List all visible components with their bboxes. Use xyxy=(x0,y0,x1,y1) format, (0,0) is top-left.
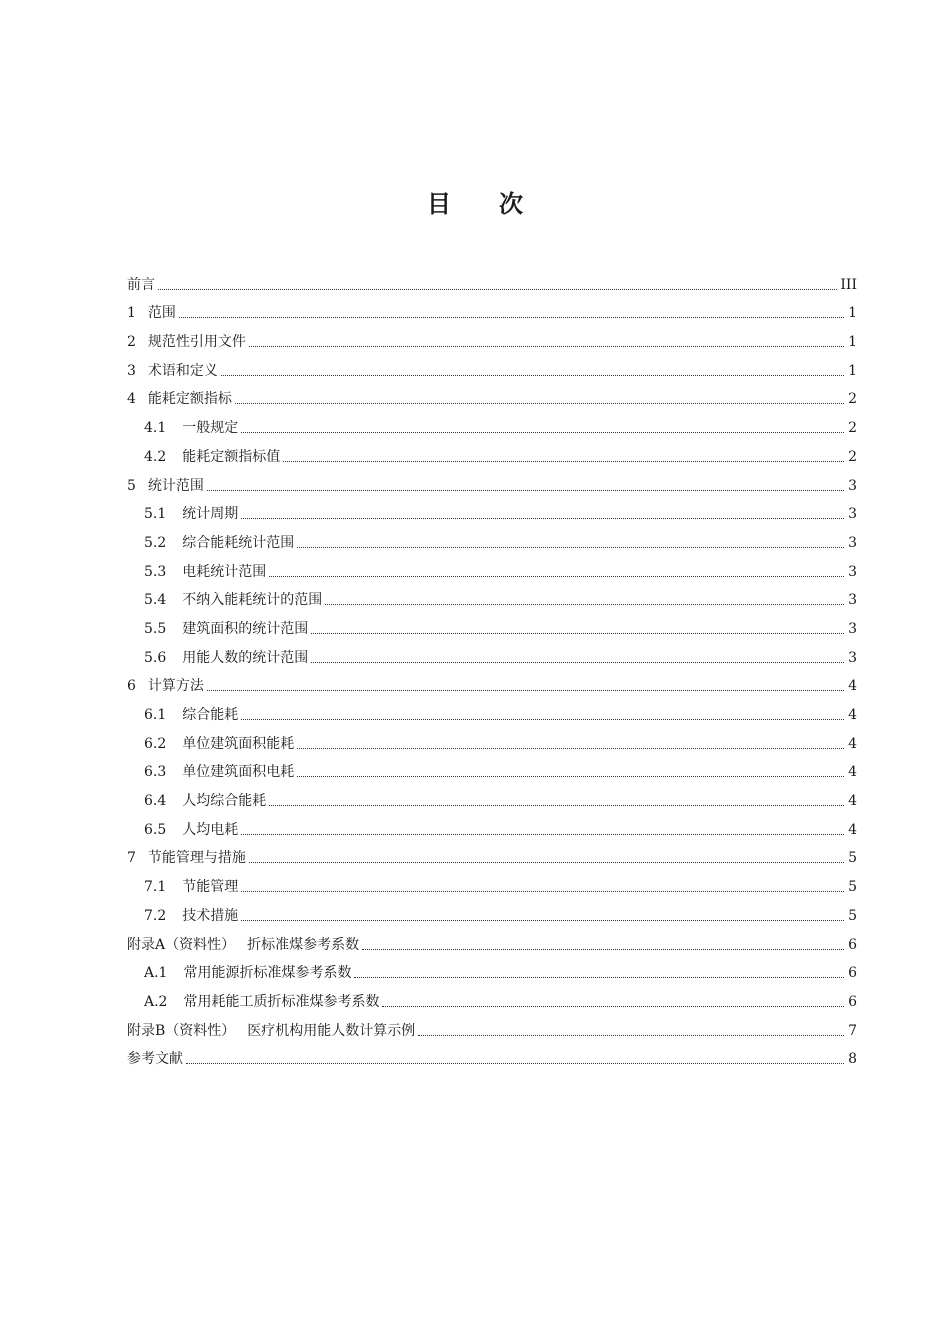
table-of-contents xyxy=(127,266,857,1069)
toc-dot-leader xyxy=(283,461,844,462)
toc-entry[interactable] xyxy=(127,1012,857,1041)
toc-entry[interactable] xyxy=(127,754,857,783)
toc-entry-page-number: 4 xyxy=(848,707,857,723)
toc-entry-number: 4.1 xyxy=(144,420,167,437)
toc-entry-page-number: 2 xyxy=(848,420,857,437)
toc-entry-label: 常用耗能工质折标准煤参考系数 xyxy=(183,993,380,1010)
toc-dot-leader xyxy=(241,518,844,519)
toc-dot-leader xyxy=(418,1035,844,1036)
toc-entry-page-number: 3 xyxy=(848,563,857,580)
toc-dot-leader xyxy=(241,891,844,892)
toc-entry-page-number: 1 xyxy=(848,305,857,322)
toc-entry-label: 规范性引用文件 xyxy=(147,334,246,351)
toc-entry-label: 医疗机构用能人数计算示例 xyxy=(247,1022,416,1039)
toc-entry-page-number: 5 xyxy=(848,907,857,924)
toc-entry-page-number: 2 xyxy=(848,391,857,408)
toc-entry-page-number: 6 xyxy=(848,936,857,953)
toc-entry-number: 5.5 xyxy=(144,620,167,637)
toc-dot-leader xyxy=(354,977,844,978)
toc-entry-label: 人均综合能耗 xyxy=(182,793,267,810)
toc-entry-page-number: 2 xyxy=(848,448,857,465)
toc-entry[interactable] xyxy=(127,266,857,295)
toc-dot-leader xyxy=(235,403,844,404)
toc-entry-label: 前言 xyxy=(127,276,155,293)
toc-entry-page-number: III xyxy=(840,276,857,293)
toc-entry[interactable] xyxy=(127,610,857,639)
toc-entry-label: 建筑面积的统计范围 xyxy=(182,620,309,637)
toc-entry-number: A.1 xyxy=(144,965,168,982)
toc-entry-number: 6.1 xyxy=(144,707,167,723)
toc-entry-label: 能耗定额指标值 xyxy=(182,448,281,465)
toc-dot-leader xyxy=(241,719,844,720)
toc-entry-page-number: 4 xyxy=(848,764,857,781)
toc-entry-label: 单位建筑面积能耗 xyxy=(182,735,295,752)
toc-entry-label: 折标准煤参考系数 xyxy=(247,936,360,953)
toc-entry-number: 附录A（资料性） xyxy=(127,936,236,953)
toc-entry-number: 附录B（资料性） xyxy=(127,1022,236,1039)
toc-entry-page-number: 8 xyxy=(848,1051,857,1068)
toc-dot-leader xyxy=(241,920,844,921)
toc-entry-number: 2 xyxy=(127,334,136,351)
toc-entry-page-number: 4 xyxy=(848,678,857,695)
toc-entry-page-number: 4 xyxy=(848,793,857,810)
toc-dot-leader xyxy=(269,576,844,577)
toc-dot-leader xyxy=(325,604,844,605)
toc-entry[interactable] xyxy=(127,725,857,754)
toc-entry-number: 6 xyxy=(127,678,136,695)
toc-entry-label: 参考文献 xyxy=(127,1051,183,1068)
toc-entry-label: 术语和定义 xyxy=(147,362,218,379)
toc-entry[interactable] xyxy=(127,668,857,697)
toc-entry-label: 用能人数的统计范围 xyxy=(182,649,309,666)
toc-entry[interactable] xyxy=(127,926,857,955)
toc-entry[interactable] xyxy=(127,897,857,926)
toc-dot-leader xyxy=(311,633,844,634)
toc-entry[interactable] xyxy=(127,696,857,725)
toc-entry-page-number: 7 xyxy=(848,1022,857,1039)
toc-entry-number: 6.3 xyxy=(144,764,167,781)
toc-entry[interactable] xyxy=(127,983,857,1012)
toc-entry-label: 统计范围 xyxy=(147,477,204,494)
toc-entry[interactable] xyxy=(127,438,857,467)
toc-dot-leader xyxy=(382,1006,844,1007)
toc-entry-label: 人均电耗 xyxy=(182,821,239,838)
toc-entry-page-number: 3 xyxy=(848,477,857,494)
toc-entry-page-number: 4 xyxy=(848,735,857,752)
toc-dot-leader xyxy=(207,490,844,491)
toc-entry[interactable] xyxy=(127,496,857,525)
toc-entry-label: 常用能源折标准煤参考系数 xyxy=(183,965,352,982)
toc-entry-label: 节能管理与措施 xyxy=(147,850,246,867)
toc-entry-label: 电耗统计范围 xyxy=(182,563,267,580)
toc-dot-leader xyxy=(179,317,844,318)
toc-entry-label: 一般规定 xyxy=(182,420,239,437)
toc-entry-page-number: 3 xyxy=(848,592,857,609)
toc-entry[interactable] xyxy=(127,524,857,553)
toc-entry-number: 5.2 xyxy=(144,534,167,551)
toc-entry-number: 7 xyxy=(127,850,136,867)
toc-entry-number: 7.1 xyxy=(144,879,167,896)
toc-dot-leader xyxy=(311,662,844,663)
toc-entry-page-number: 1 xyxy=(848,334,857,351)
toc-dot-leader xyxy=(249,862,844,863)
toc-entry[interactable] xyxy=(127,409,857,438)
toc-dot-leader xyxy=(297,547,844,548)
toc-entry-page-number: 3 xyxy=(848,620,857,637)
toc-entry-number: 6.4 xyxy=(144,793,167,810)
toc-entry-number: 6.5 xyxy=(144,821,167,838)
toc-entry-page-number: 3 xyxy=(848,534,857,551)
page-title: 目次 xyxy=(427,190,571,218)
toc-entry-page-number: 5 xyxy=(848,879,857,896)
toc-entry-page-number: 3 xyxy=(848,506,857,523)
toc-entry-page-number: 5 xyxy=(848,850,857,867)
toc-entry-number: 5.6 xyxy=(144,649,167,666)
toc-entry-page-number: 3 xyxy=(848,649,857,666)
toc-dot-leader xyxy=(158,289,837,290)
toc-entry-label: 统计周期 xyxy=(182,506,239,523)
toc-entry-label: 技术措施 xyxy=(182,907,239,924)
toc-entry[interactable] xyxy=(127,1041,857,1070)
toc-entry[interactable] xyxy=(127,352,857,381)
toc-entry[interactable] xyxy=(127,381,857,410)
toc-entry-number: 3 xyxy=(127,362,136,379)
toc-dot-leader xyxy=(241,834,844,835)
toc-dot-leader xyxy=(249,346,844,347)
toc-entry[interactable] xyxy=(127,868,857,897)
toc-dot-leader xyxy=(241,432,844,433)
toc-entry[interactable] xyxy=(127,955,857,984)
toc-dot-leader xyxy=(207,690,844,691)
toc-entry-label: 计算方法 xyxy=(147,678,204,695)
toc-entry-number: 5.1 xyxy=(144,506,167,523)
toc-entry-number: 5 xyxy=(127,477,136,494)
toc-entry-page-number: 6 xyxy=(848,993,857,1010)
toc-entry-number: 5.3 xyxy=(144,563,167,580)
toc-entry-page-number: 4 xyxy=(848,821,857,838)
toc-entry[interactable] xyxy=(127,811,857,840)
toc-dot-leader xyxy=(297,776,844,777)
toc-entry-number: 5.4 xyxy=(144,592,167,609)
toc-entry[interactable] xyxy=(127,782,857,811)
toc-entry[interactable] xyxy=(127,295,857,324)
toc-entry-number: 1 xyxy=(127,305,136,322)
toc-dot-leader xyxy=(186,1063,844,1064)
toc-dot-leader xyxy=(297,748,844,749)
toc-entry-label: 范围 xyxy=(147,305,176,322)
toc-entry-number: 7.2 xyxy=(144,907,167,924)
toc-dot-leader xyxy=(362,949,844,950)
toc-entry[interactable] xyxy=(127,840,857,869)
toc-entry-number: A.2 xyxy=(144,993,168,1010)
toc-entry-number: 4 xyxy=(127,391,136,408)
toc-entry-page-number: 6 xyxy=(848,965,857,982)
toc-entry-label: 综合能耗 xyxy=(182,707,239,723)
toc-dot-leader xyxy=(221,375,844,376)
toc-dot-leader xyxy=(269,805,844,806)
toc-entry-label: 节能管理 xyxy=(182,879,239,896)
toc-entry-number: 6.2 xyxy=(144,735,167,752)
toc-entry-label: 能耗定额指标 xyxy=(147,391,232,408)
toc-entry[interactable] xyxy=(127,467,857,496)
toc-entry[interactable] xyxy=(127,323,857,352)
toc-entry-number: 4.2 xyxy=(144,448,167,465)
toc-entry[interactable] xyxy=(127,582,857,611)
toc-entry[interactable] xyxy=(127,553,857,582)
toc-entry-label: 不纳入能耗统计的范围 xyxy=(182,592,323,609)
toc-entry-label: 综合能耗统计范围 xyxy=(182,534,295,551)
toc-entry[interactable] xyxy=(127,639,857,668)
toc-entry-label: 单位建筑面积电耗 xyxy=(182,764,295,781)
toc-entry-page-number: 1 xyxy=(848,362,857,379)
